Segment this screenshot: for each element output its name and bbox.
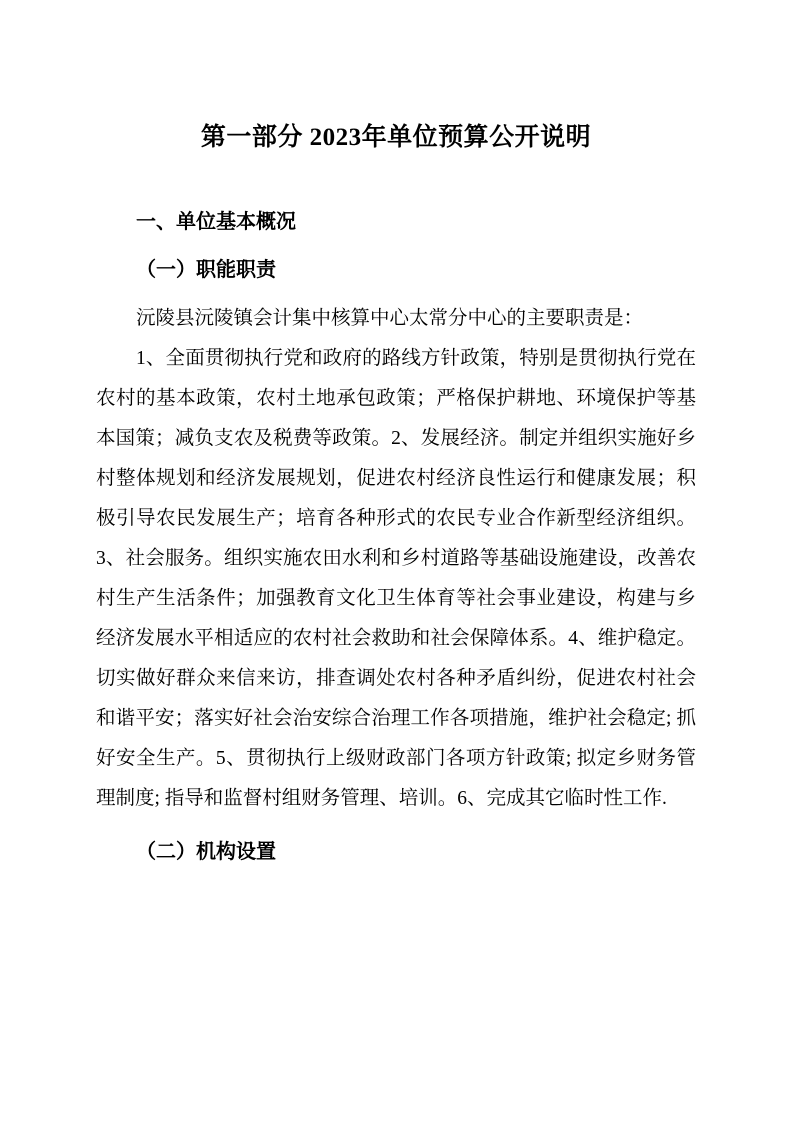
page-title: 第一部分 2023年单位预算公开说明: [200, 124, 592, 151]
body-paragraph-duties: 1、全面贯彻执行党和政府的路线方针政策，特别是贯彻执行党在农村的基本政策，农村土地承包政策；严格保护耕地、环境保护等基本国策；减负支农及税费等政策。2、发展经济。制定并组织实施好乡村整体规划和经济发展规划，促进农村经济良性运行和健康发展；积极引导农民发展生产；培育各种形式的农民专业合作新型经济组织。3、社会服务。组织实施农田水利和乡村道路等基础设施建设，改善农村生产生活条件；加强教育文化卫生体育等社会事业建设，构建与乡经济发展水平相适应的农村社会救助和社会保障体系。4、维护稳定。切实做好群众来信来访，排查调处农村各种矛盾纠纷，促进农村社会和谐平安；落实好社会治安综合治理工作各项措施，维护社会稳定; 抓好安全生产。5、贯彻执行上级财政部门各项方针政策; 拟定乡财务管理制度; 指导和监督村组财务管理、培训。6、完成其它临时性工作.: [96, 348, 696, 809]
document-content: [96, 120, 696, 867]
intro-paragraph: 沅陵县沅陵镇会计集中核算中心太常分中心的主要职责是：: [136, 308, 644, 329]
subsection-heading-duties: （一）职能职责: [136, 259, 276, 281]
subsection-heading-organization: （二）机构设置: [136, 841, 276, 863]
section-heading-basic-overview: 一、单位基本概况: [136, 211, 296, 233]
